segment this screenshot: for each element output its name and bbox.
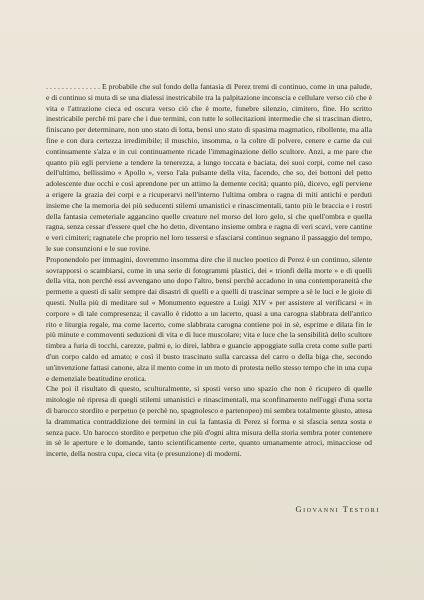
essay-text (46, 82, 372, 460)
author-signature: Giovanni Testori (295, 505, 380, 514)
essay-paragraph: . . . . . . . . . . . . . . E probabile che sul fondo della fantasia di Perez tremi di continuo, come in una palude, e di continuo si muta di se una dialessi inestricabile tra la palpitazione inconscia e cellulare verso ciò che è vita e l'attrazione cieca ed oscura verso ciò che è morte, funebre silenzio, cimitero, fine. Ho scritto inestricabile perchè mi pare che i due termini, con tutte le sollecitazioni intermedie che si trascinan dietro, finiscano per determinare, non uno stato di lotta, bensì uno stato di spasima magmatico, ribollente, ma alla fine e con dura certezza irredimibile; il muschio, insomma, o la coltre di polvere, cenere e carne da cui continuamente s'alza e in cui continuamente ricade l'immaginazione dello scultore. Anzi, a me pare che quanto più egli perviene a tendere la tenerezza, a lungo toccata e baciata, dei suoi corpi, come nel caso dell'ultimo, bellissimo « Apollo », verso l'ala pulsante della vita, facendo, che so, dei bottoni del petto adolescente due occhi e così aprendone per un attimo la demente cecità; quanto più, dicevo, egli perviene a erigere la grazia dei corpi e a ricuperarvi nell'interno l'ultima ombra o ragna di miti antichi e perduti insieme che la memoria dei più seducenti stilemi umanistici e rinascimentali, tanto più le braccia e i rostri della fantasia cemeteriale aggancino quelle creature nel morso del loro gelo, sì che quell'ombra e quella ragna, senza cessar d'essere quel che ho detto, diventano insieme ombra e ragna di veri scavi, vere cantine e veri cimiteri; ragnatele che proprio nel loro tessersi e sfasciarsi continuo segnano il passaggio del tempo, le sue consunzioni e le sue rovine. (46, 82, 372, 253)
essay-paragraph: Che poi il risultato di questo, sculturalmente, si sposti verso uno spazio che non è ricupero di quelle mitologie nè ripresa di quegli stilemi umanistici e rinascimentali, ma sconfinamento nell'oggi d'una sorta di barocco stordito e perpetuo (e perchè no, spagnolesco e partenopeo) mi sembra totalmente giusto, attesa la drammatica contraddizione dei termini in cui la fantasia di Perez si forma e si sfascia senza sosta e senza pace. Un barocco stordito e perpetuo che più d'ogni altra misura della storia sembra poter contenere in sè le aperture e le domande, tanto scientificamente certe, quanto umanamente atroci, minacciose od incerte, della nostra cupa, cieca vita (e presunzione) di moderni. (46, 384, 372, 459)
essay-paragraph: Proponendolo per immagini, dovremmo insomma dire che il nucleo poetico di Perez è un continuo, silente sovrapporsi o scambiarsi, come in una serie di fotogrammi plastici, dei « trionfi della morte » e di quelli della vita, non perchè essi avvengano uno dopo l'altro, bensì perchè accadono in una contemporaneità che permette a questi di salir sempre dai disastri di quelli e a quelli di trascinar sempre a sè le luci e le gioie di questi. Nulla più di meditare sul « Monumento equestre a Luigi XIV » per assistere al verificarsi « in corpore » di tale compresenza; il cavallo è ridotto a un lacerto, quasi a una carogna slabbrata dell'antico rito e liturgia regale, ma come lacerto, come slabbrata carogna contiene poi in sè, esprime e dilata fin le più minute e commoventi seduzioni di vita e di luce muscolare; vita e luce che la sensibilità dello scultore timbra a furia di tocchi, carezze, palmi e, io direi, labbra e guancie appoggiate sulla creta come sulle parti d'un corpo caldo ed amato; e così il busto trascinato sulla carcassa del carro o della biga che, secondo un'invenzione fattasi canone, alza il mento come in un moto di protesta nello stesso tempo che in una cupa e demenziale beatitudine erotica. (46, 254, 372, 383)
